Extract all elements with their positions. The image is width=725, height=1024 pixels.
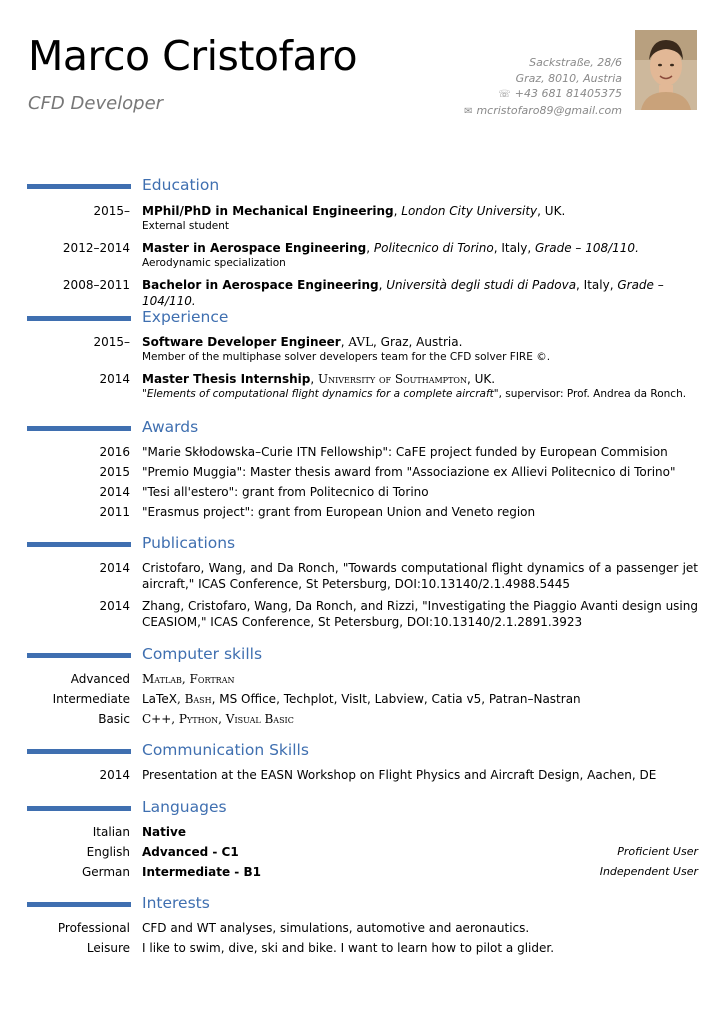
skill-level: Intermediate xyxy=(52,692,130,706)
contact-info xyxy=(464,55,622,119)
grade: Grade – 108/110. xyxy=(535,241,639,255)
entry-date: 2015– xyxy=(93,204,130,218)
phone-icon: ☏ xyxy=(498,89,511,100)
supervisor: , supervisor: Prof. Andrea da Ronch. xyxy=(498,388,687,400)
email-line xyxy=(464,103,622,120)
email-icon: ✉ xyxy=(464,105,473,117)
portrait-image xyxy=(635,30,697,110)
degree: Bachelor in Aerospace Engineering xyxy=(142,278,379,292)
language-name: English xyxy=(86,845,130,859)
location: , Graz, Austria. xyxy=(373,335,463,349)
section-title: Computer skills xyxy=(142,645,263,663)
job-role: Master Thesis Internship xyxy=(142,372,311,386)
interest-type: Professional xyxy=(57,921,130,935)
skill-level: Basic xyxy=(98,712,130,726)
language-note: Independent User xyxy=(599,865,698,878)
section-languages xyxy=(0,798,725,818)
section-education xyxy=(0,176,725,196)
language-level: Advanced - C1 xyxy=(142,845,239,859)
company: University of Southampton xyxy=(317,372,467,386)
location: , Italy, xyxy=(576,278,618,292)
section-bar xyxy=(27,184,131,189)
language-level: Native xyxy=(142,825,186,839)
address-line-2: Graz, 8010, Austria xyxy=(515,71,622,85)
skill-list: Matlab, Fortran xyxy=(142,672,235,686)
job-title: CFD Developer xyxy=(28,93,164,114)
section-bar xyxy=(27,542,131,547)
institution: Università degli studi di Padova xyxy=(386,278,577,292)
phone-line xyxy=(464,86,622,103)
section-interests xyxy=(0,894,725,914)
job-role: Software Developer Engineer xyxy=(142,335,341,349)
degree: Master in Aerospace Engineering xyxy=(142,241,367,255)
phone-number: +43 681 81405375 xyxy=(514,87,622,100)
skill-list: C++, Python, Visual Basic xyxy=(142,712,294,726)
entry-date: 2011 xyxy=(99,505,130,519)
name: Marco Cristofaro xyxy=(28,32,358,80)
entry-note: Member of the multiphase solver developers team for the CFD solver FIRE ©. xyxy=(142,351,551,363)
section-computer-skills xyxy=(0,645,725,665)
entry-date: 2016 xyxy=(99,445,130,459)
award-text: "Premio Muggia": Master thesis award from "Associazione ex Allievi Politecnico di Torino" xyxy=(142,465,676,479)
address-line-1: Sackstraße, 28/6 xyxy=(529,56,622,69)
section-bar xyxy=(27,653,131,658)
interest-text: CFD and WT analyses, simulations, automotive and aeronautics. xyxy=(142,921,530,935)
publication-text: Zhang, Cristofaro, Wang, Da Ronch, and Rizzi, "Investigating the Piaggio Avanti design using CEASIOM," ICAS Conference, St Petersburg, DOI:10.13140/2.1.2891.3923 xyxy=(142,599,698,629)
section-experience xyxy=(0,308,725,328)
section-bar xyxy=(27,316,131,321)
skill-bash: , Bash xyxy=(176,692,212,706)
communication-text: Presentation at the EASN Workshop on Flight Physics and Aircraft Design, Aachen, DE xyxy=(142,768,657,782)
thesis-title: "Elements of computational flight dynamics for a complete aircraft" xyxy=(142,388,499,400)
section-bar xyxy=(27,426,131,431)
email-address[interactable]: mcristofaro89@gmail.com xyxy=(476,103,622,117)
entry-note: External student xyxy=(142,220,230,232)
entry-date: 2014 xyxy=(99,485,130,499)
entry-date: 2015 xyxy=(99,465,130,479)
location: , Italy, xyxy=(493,241,535,255)
entry-date: 2012–2014 xyxy=(62,241,130,255)
entry-date: 2014 xyxy=(99,768,130,782)
language-name: Italian xyxy=(92,825,130,839)
language-level: Intermediate - B1 xyxy=(142,865,261,879)
institution: Politecnico di Torino xyxy=(373,241,494,255)
company: AVL xyxy=(348,335,374,349)
section-title: Education xyxy=(142,176,220,194)
interest-type: Leisure xyxy=(86,941,130,955)
entry-note: Aerodynamic specialization xyxy=(142,257,286,269)
skill-others: , MS Office, Techplot, VisIt, Labview, Catia v5, Patran–Nastran xyxy=(211,692,581,706)
section-communication xyxy=(0,741,725,761)
language-name: German xyxy=(81,865,130,879)
section-title: Awards xyxy=(142,418,199,436)
award-text: "Tesi all'estero": grant from Politecnico di Torino xyxy=(142,485,429,499)
language-note: Proficient User xyxy=(617,845,698,858)
skill-list xyxy=(142,691,698,707)
latex-logo: LaTeX xyxy=(142,692,177,706)
section-title: Experience xyxy=(142,308,229,326)
award-text: "Marie Skłodowska–Curie ITN Fellowship": CaFE project funded by European Commision xyxy=(142,445,668,459)
section-awards xyxy=(0,418,725,438)
section-bar xyxy=(27,806,131,811)
entry-note xyxy=(142,387,698,402)
entry-date: 2014 xyxy=(99,372,130,386)
entry-date: 2014 xyxy=(99,599,130,613)
section-bar xyxy=(27,749,131,754)
location: , UK. xyxy=(537,204,566,218)
grade: Grade – 104/110. xyxy=(142,278,664,308)
section-bar xyxy=(27,902,131,907)
entry-date: 2015– xyxy=(93,335,130,349)
skill-level: Advanced xyxy=(70,672,130,686)
publication-text: Cristofaro, Wang, and Da Ronch, "Towards computational flight dynamics of a passenger jet aircraft," ICAS Conference, St Petersburg, DOI:10.13140/2.1.4988.5445 xyxy=(142,561,698,591)
section-title: Languages xyxy=(142,798,227,816)
section-publications xyxy=(0,534,725,554)
section-title: Publications xyxy=(142,534,236,552)
entry-date: 2008–2011 xyxy=(62,278,130,292)
profile-photo xyxy=(635,30,697,110)
institution: London City University xyxy=(401,204,538,218)
entry-date: 2014 xyxy=(99,561,130,575)
section-title: Communication Skills xyxy=(142,741,309,759)
interest-text: I like to swim, dive, ski and bike. I want to learn how to pilot a glider. xyxy=(142,941,555,955)
location: , UK. xyxy=(466,372,496,386)
degree: MPhil/PhD in Mechanical Engineering xyxy=(142,204,394,218)
award-text: "Erasmus project": grant from European Union and Veneto region xyxy=(142,505,536,519)
section-title: Interests xyxy=(142,894,210,912)
